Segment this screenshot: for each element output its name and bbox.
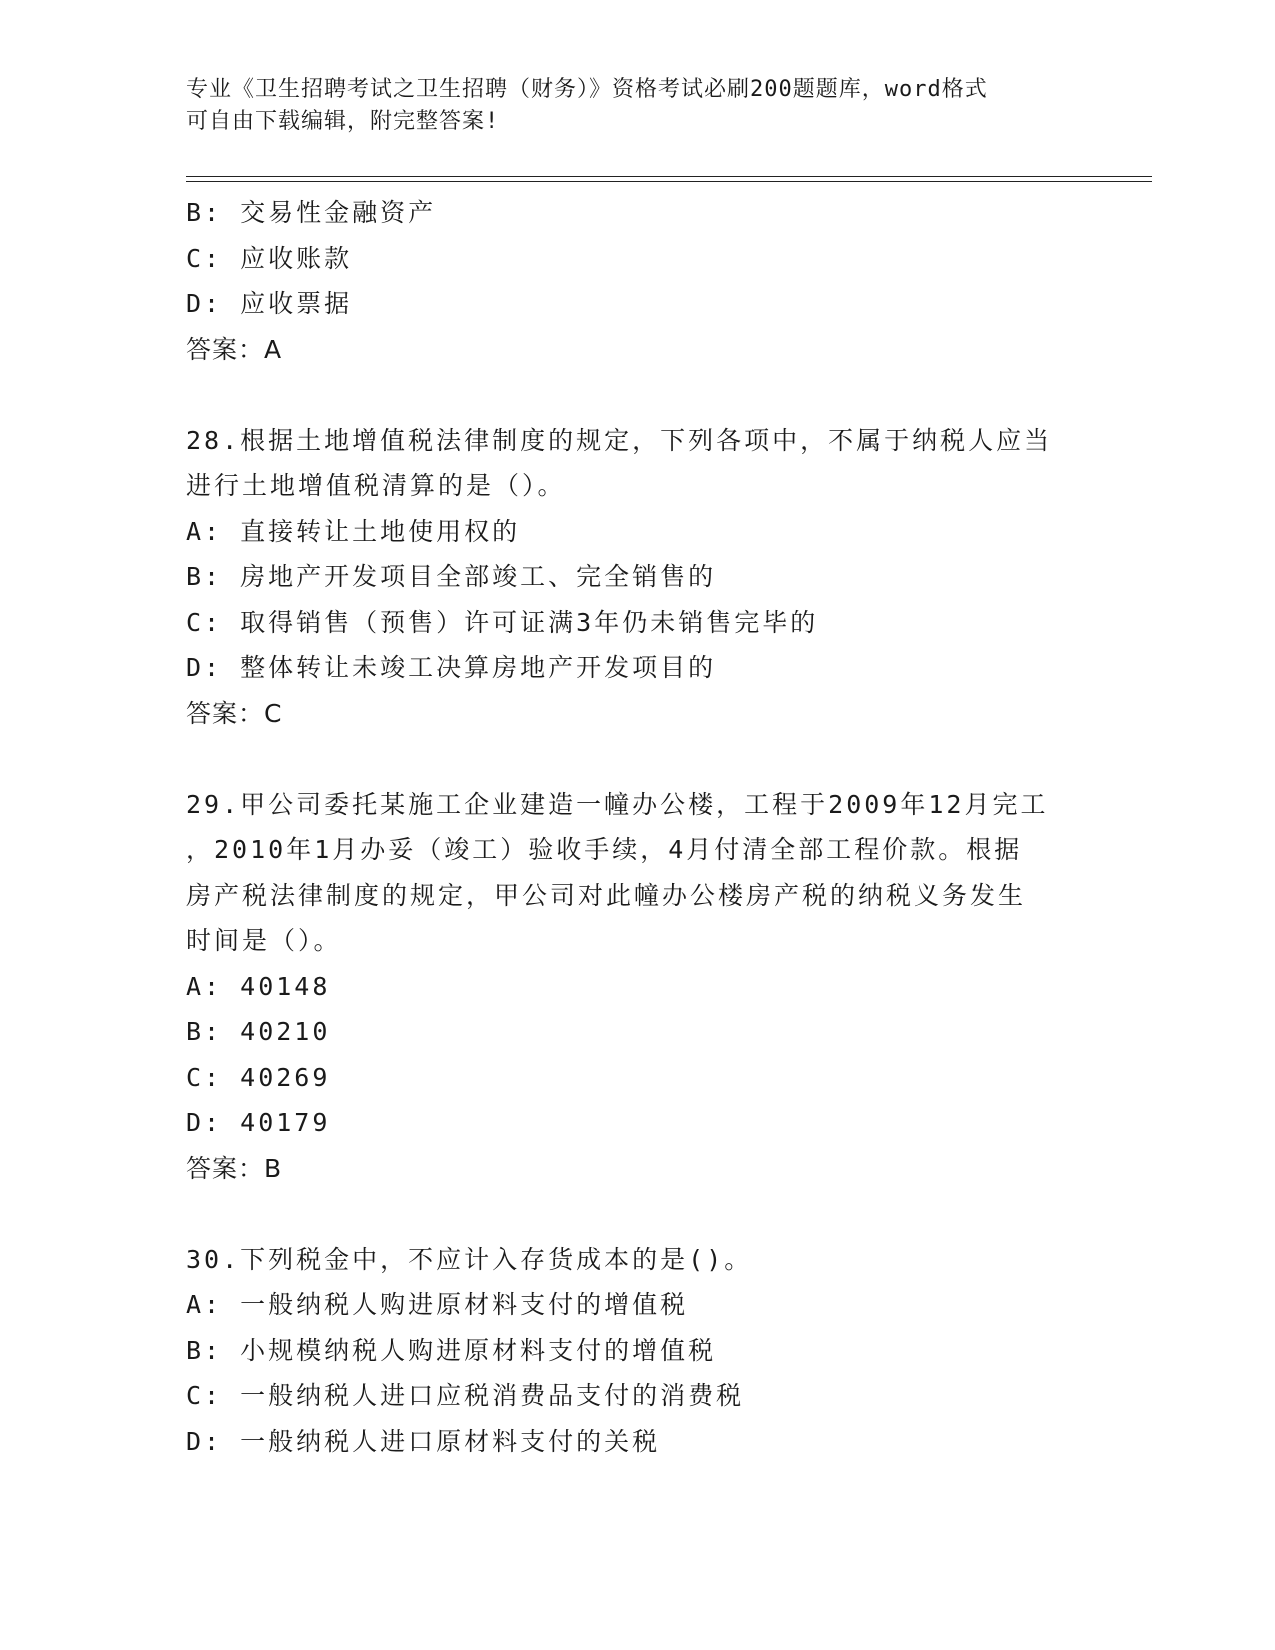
option-b: B: 交易性金融资产 — [186, 198, 437, 227]
question-stem: 28.根据土地增值税法律制度的规定，下列各项中，不属于纳税人应当 — [186, 425, 1053, 455]
option-c: C: 40269 — [186, 1062, 331, 1092]
question-stem: 29.甲公司委托某施工企业建造一幢办公楼，工程于2009年12月完工 — [186, 789, 1049, 819]
option-c: C: 一般纳税人进口应税消费品支付的消费税 — [186, 1381, 745, 1410]
spacer — [186, 372, 1086, 418]
option-a: A: 一般纳税人购进原材料支付的增值税 — [186, 1290, 689, 1319]
answer: 答案：C — [186, 698, 283, 728]
option-d: D: 整体转让未竣工决算房地产开发项目的 — [186, 653, 717, 682]
header-line: 可自由下载编辑，附完整答案! — [186, 109, 500, 134]
question-stem: 房产税法律制度的规定，甲公司对此幢办公楼房产税的纳税义务发生 — [186, 880, 1027, 910]
question-list — [186, 190, 1086, 1464]
option-c: C: 取得销售（预售）许可证满3年仍未销售完毕的 — [186, 607, 819, 637]
spacer — [186, 1191, 1086, 1237]
question-29 — [186, 782, 1086, 1192]
option-d: D: 40179 — [186, 1108, 331, 1137]
option-b: B: 小规模纳税人购进原材料支付的增值税 — [186, 1335, 717, 1365]
header-line: 专业《卫生招聘考试之卫生招聘（财务）》资格考试必刷200题题库，word格式 — [186, 77, 988, 102]
option-d: D: 一般纳税人进口原材料支付的关税 — [186, 1426, 661, 1456]
page-header — [186, 74, 1086, 138]
question-stem: 进行土地增值税清算的是（）。 — [186, 471, 566, 500]
option-b: B: 40210 — [186, 1017, 331, 1046]
answer: 答案：B — [186, 1153, 283, 1183]
question-30 — [186, 1237, 1086, 1465]
option-a: A: 直接转让土地使用权的 — [186, 516, 521, 546]
question-27-tail — [186, 190, 1086, 372]
question-stem: 30.下列税金中，不应计入存货成本的是()。 — [186, 1244, 753, 1274]
header-divider — [186, 176, 1152, 177]
option-d: D: 应收票据 — [186, 289, 353, 318]
question-stem: 时间是（）。 — [186, 926, 342, 955]
option-c: C: 应收账款 — [186, 243, 353, 273]
question-stem: ，2010年1月办妥（竣工）验收手续，4月付清全部工程价款。根据 — [186, 835, 1023, 864]
answer: 答案：A — [186, 334, 283, 364]
header-divider — [186, 181, 1152, 182]
question-28 — [186, 418, 1086, 737]
option-b: B: 房地产开发项目全部竣工、完全销售的 — [186, 562, 717, 591]
option-a: A: 40148 — [186, 971, 331, 1001]
spacer — [186, 736, 1086, 782]
